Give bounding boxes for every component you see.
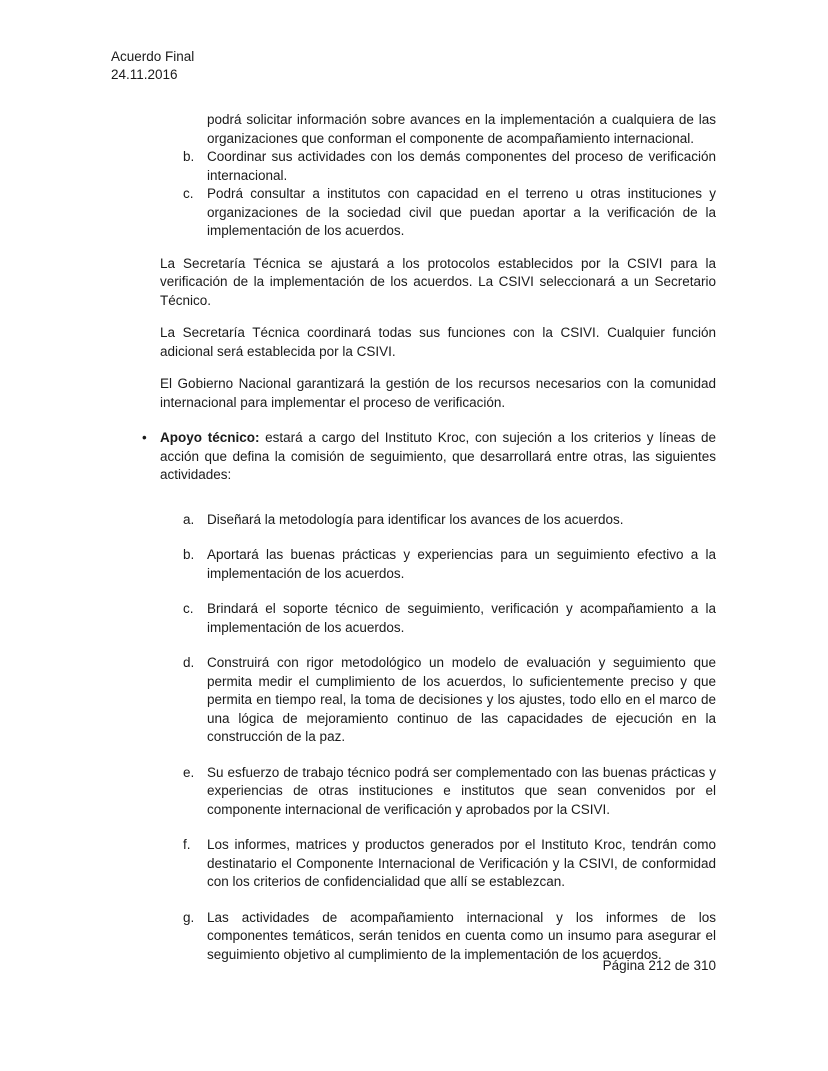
list-item-label: a. bbox=[183, 511, 195, 527]
list-item-label: c. bbox=[183, 601, 194, 616]
header-title: Acuerdo Final bbox=[111, 49, 195, 64]
list-item bbox=[160, 909, 716, 965]
list-item-label: c. bbox=[183, 186, 194, 201]
list-item-text: Los informes, matrices y productos generados por el Instituto Kroc, tendrán como destinatario el Componente Internacional de Verificación y la CSIVI, de conformidad con los criterios de confidencialidad que allí se establezcan. bbox=[207, 837, 716, 889]
bullet-heading: Apoyo técnico: bbox=[160, 430, 260, 445]
list-item-text: Su esfuerzo de trabajo técnico podrá ser complementado con las buenas prácticas y experiencias de otras instituciones e institutos que sean convenidos por el componente internacional de verificación y aprobados por la CSIVI. bbox=[207, 764, 716, 817]
paragraph: La Secretaría Técnica coordinará todas sus funciones con la CSIVI. Cualquier función adicional será establecida por la CSIVI. bbox=[160, 325, 716, 359]
list-item-text: Coordinar sus actividades con los demás componentes del proceso de verificación internacional. bbox=[207, 149, 716, 183]
list-item-continuation: podrá solicitar información sobre avances en la implementación a cualquiera de las organizaciones que conforman el componente de acompañamiento internacional. bbox=[207, 112, 716, 146]
list-item-text: Aportará las buenas prácticas y experiencias para un seguimiento efectivo a la implementación de los acuerdos. bbox=[207, 547, 716, 581]
list-item bbox=[160, 836, 716, 892]
header-date: 24.11.2016 bbox=[111, 67, 178, 82]
list-item-text: Brindará el soporte técnico de seguimiento, verificación y acompañamiento a la implementación de los acuerdos. bbox=[207, 601, 716, 635]
page-number: Página 212 de 310 bbox=[602, 958, 716, 973]
document-body bbox=[142, 111, 717, 964]
list-item-label: g. bbox=[183, 909, 195, 925]
document-header bbox=[111, 48, 194, 84]
list-item-label: f. bbox=[183, 837, 191, 852]
list-item-text: Construirá con rigor metodológico un modelo de evaluación y seguimiento que permita medir el cumplimiento de los acuerdos, lo suficientemente preciso y que permita en tiempo real, la toma de decisiones y los ajustes, todo ello en el marco de una lógica de mejoramiento continuo de las capacidades de ejecución en la construcción de la paz. bbox=[207, 655, 716, 744]
list-item-text: Podrá consultar a institutos con capacidad en el terreno u otras instituciones y organizaciones de la sociedad civil que puedan aportar a la verificación de la implementación de los acuerdos. bbox=[207, 186, 716, 238]
list-item bbox=[160, 185, 716, 241]
list-item bbox=[160, 148, 716, 185]
list-item-text: Diseñará la metodología para identificar los avances de los acuerdos. bbox=[207, 511, 624, 527]
list-item-text: Las actividades de acompañamiento internacional y los informes de los componentes temáticos, serán tenidos en cuenta como un insumo para asegurar el seguimiento objetivo al cumplimiento de la implementación de los acuerdos. bbox=[207, 909, 716, 962]
list-item-label: d. bbox=[183, 655, 195, 670]
list-item bbox=[160, 654, 716, 747]
paragraph: La Secretaría Técnica se ajustará a los protocolos establecidos por la CSIVI para la verificación de la implementación de los acuerdos. La CSIVI seleccionará a un Secretario Técnico. bbox=[160, 255, 716, 308]
list-item-label: b. bbox=[183, 547, 195, 562]
paragraph: El Gobierno Nacional garantizará la gestión de los recursos necesarios con la comunidad internacional para implementar el proceso de verificación. bbox=[160, 376, 716, 410]
list-item bbox=[160, 511, 716, 530]
bullet-icon: • bbox=[142, 430, 147, 445]
list-item bbox=[160, 546, 716, 583]
list-item-label: e. bbox=[183, 764, 195, 780]
bullet-item bbox=[142, 429, 717, 485]
bullet-text: estará a cargo del Instituto Kroc, con sujeción a los criterios y líneas de acción que defina la comisión de seguimiento, que desarrollará entre otras, las siguientes actividades: bbox=[160, 430, 717, 482]
list-item-label: b. bbox=[183, 149, 195, 164]
list-item bbox=[160, 600, 716, 637]
list-item bbox=[160, 764, 716, 820]
